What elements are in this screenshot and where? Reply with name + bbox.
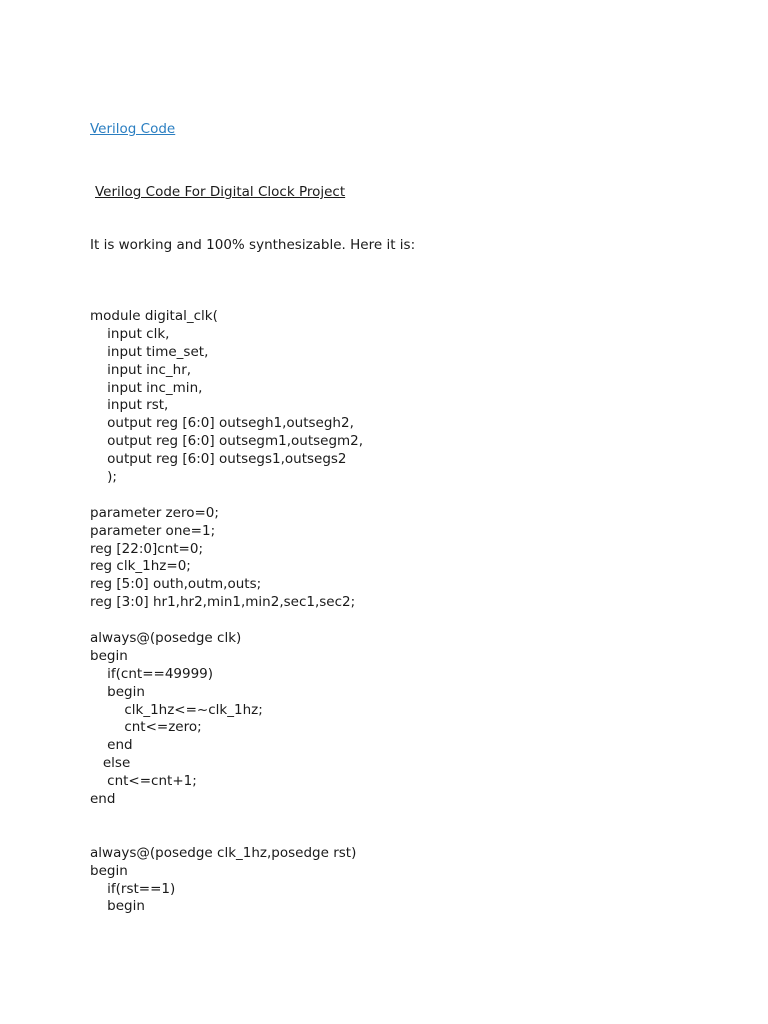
code-line: reg [5:0] outh,outm,outs; bbox=[90, 576, 262, 593]
code-line: end bbox=[90, 737, 133, 754]
code-line: if(cnt==49999) bbox=[90, 665, 214, 682]
code-line: output reg [6:0] outsegh1,outsegh2, bbox=[90, 415, 354, 432]
code-line: else bbox=[90, 755, 131, 772]
code-line: if(rst==1) bbox=[90, 880, 176, 897]
document-title: Verilog Code For Digital Clock Project bbox=[95, 184, 346, 200]
code-line: cnt<=cnt+1; bbox=[90, 773, 197, 790]
code-line: always@(posedge clk) bbox=[90, 630, 242, 647]
code-line bbox=[90, 809, 363, 827]
code-line: begin bbox=[90, 862, 128, 879]
code-line: clk_1hz<=~clk_1hz; bbox=[90, 701, 263, 718]
code-line: cnt<=zero; bbox=[90, 719, 202, 736]
code-line: output reg [6:0] outsegs1,outsegs2 bbox=[90, 451, 347, 468]
code-line: begin bbox=[90, 898, 145, 915]
code-line: input clk, bbox=[90, 325, 170, 342]
code-line: parameter one=1; bbox=[90, 522, 216, 539]
code-line: end bbox=[90, 791, 116, 808]
code-line: reg [22:0]cnt=0; bbox=[90, 540, 203, 557]
code-line: reg [3:0] hr1,hr2,min1,min2,sec1,sec2; bbox=[90, 594, 356, 611]
code-line: output reg [6:0] outsegm1,outsegm2, bbox=[90, 433, 364, 450]
verilog-code-link[interactable]: Verilog Code bbox=[90, 121, 176, 137]
code-line: begin bbox=[90, 683, 145, 700]
code-block bbox=[90, 308, 363, 916]
code-line: parameter zero=0; bbox=[90, 504, 219, 521]
code-line bbox=[90, 487, 363, 505]
intro-text: It is working and 100% synthesizable. Here it is: bbox=[90, 237, 416, 253]
code-line: always@(posedge clk_1hz,posedge rst) bbox=[90, 844, 357, 861]
code-line: begin bbox=[90, 647, 128, 664]
code-line bbox=[90, 612, 363, 630]
code-line: module digital_clk( bbox=[90, 308, 218, 324]
code-line: reg clk_1hz=0; bbox=[90, 558, 191, 575]
code-line bbox=[90, 827, 363, 845]
code-line: ); bbox=[90, 469, 117, 486]
code-line: input rst, bbox=[90, 397, 169, 414]
code-line: input inc_min, bbox=[90, 379, 203, 396]
code-line: input inc_hr, bbox=[90, 361, 192, 378]
code-line: input time_set, bbox=[90, 343, 209, 360]
